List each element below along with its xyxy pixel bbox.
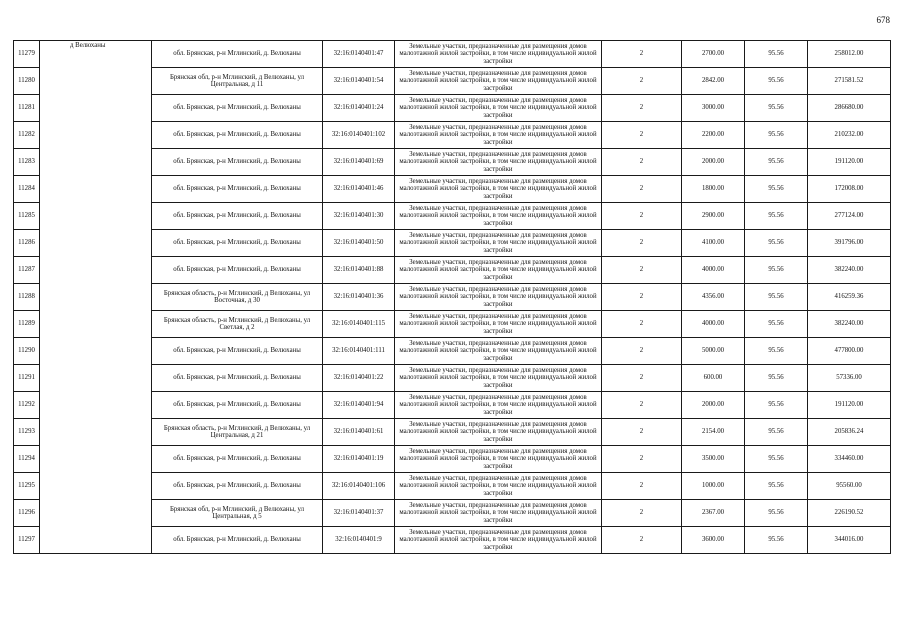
area-cell: 2000.00 [682, 392, 745, 419]
address-cell: обл. Брянская, р-н Мглинский, д. Велюханы [152, 122, 323, 149]
area-cell: 1000.00 [682, 473, 745, 500]
cadastral-number-cell: 32:16:0140401:46 [323, 176, 395, 203]
purpose-cell: Земельные участки, предназначенные для размещения домов малоэтажной жилой застройки, в том числе индивидуальной жилой застройки [395, 338, 602, 365]
cadastral-value-cell: 205836.24 [808, 419, 891, 446]
purpose-cell: Земельные участки, предназначенные для размещения домов малоэтажной жилой застройки, в том числе индивидуальной жилой застройки [395, 284, 602, 311]
rate-cell: 95.56 [745, 149, 808, 176]
group-cell: 2 [602, 230, 682, 257]
cadastral-number-cell: 32:16:0140401:47 [323, 41, 395, 68]
purpose-cell: Земельные участки, предназначенные для размещения домов малоэтажной жилой застройки, в том числе индивидуальной жилой застройки [395, 500, 602, 527]
purpose-cell: Земельные участки, предназначенные для размещения домов малоэтажной жилой застройки, в том числе индивидуальной жилой застройки [395, 311, 602, 338]
group-cell: 2 [602, 203, 682, 230]
address-cell: обл. Брянская, р-н Мглинский, д. Велюханы [152, 257, 323, 284]
cadastral-number-cell: 32:16:0140401:24 [323, 95, 395, 122]
area-cell: 4000.00 [682, 257, 745, 284]
row-id: 11282 [14, 122, 40, 149]
group-cell: 2 [602, 473, 682, 500]
cadastral-number-cell: 32:16:0140401:88 [323, 257, 395, 284]
address-cell: Брянская обл, р-н Мглинский, д Велюханы, ул Центральная, д 11 [152, 68, 323, 95]
area-cell: 3600.00 [682, 527, 745, 554]
cadastral-number-cell: 32:16:0140401:19 [323, 446, 395, 473]
cadastral-value-cell: 391796.00 [808, 230, 891, 257]
cadastral-value-cell: 57336.00 [808, 365, 891, 392]
cadastral-value-cell: 210232.00 [808, 122, 891, 149]
cadastral-number-cell: 32:16:0140401:22 [323, 365, 395, 392]
row-id: 11288 [14, 284, 40, 311]
group-cell: 2 [602, 365, 682, 392]
cadastral-number-cell: 32:16:0140401:94 [323, 392, 395, 419]
rate-cell: 95.56 [745, 311, 808, 338]
address-cell: обл. Брянская, р-н Мглинский, д. Велюханы [152, 176, 323, 203]
address-cell: обл. Брянская, р-н Мглинский, д. Велюханы [152, 41, 323, 68]
cadastral-value-cell: 382240.00 [808, 257, 891, 284]
group-cell: 2 [602, 68, 682, 95]
group-cell: 2 [602, 446, 682, 473]
address-cell: обл. Брянская, р-н Мглинский, д. Велюханы [152, 149, 323, 176]
cadastral-number-cell: 32:16:0140401:36 [323, 284, 395, 311]
purpose-cell: Земельные участки, предназначенные для размещения домов малоэтажной жилой застройки, в том числе индивидуальной жилой застройки [395, 392, 602, 419]
group-cell: 2 [602, 95, 682, 122]
cadastral-number-cell: 32:16:0140401:111 [323, 338, 395, 365]
cadastral-value-cell: 191120.00 [808, 149, 891, 176]
purpose-cell: Земельные участки, предназначенные для размещения домов малоэтажной жилой застройки, в том числе индивидуальной жилой застройки [395, 527, 602, 554]
row-id: 11289 [14, 311, 40, 338]
table-row [14, 41, 891, 68]
cadastral-value-cell: 271581.52 [808, 68, 891, 95]
purpose-cell: Земельные участки, предназначенные для размещения домов малоэтажной жилой застройки, в том числе индивидуальной жилой застройки [395, 446, 602, 473]
area-cell: 2842.00 [682, 68, 745, 95]
group-cell: 2 [602, 149, 682, 176]
rate-cell: 95.56 [745, 284, 808, 311]
group-cell: 2 [602, 257, 682, 284]
cadastral-number-cell: 32:16:0140401:61 [323, 419, 395, 446]
group-cell: 2 [602, 41, 682, 68]
purpose-cell: Земельные участки, предназначенные для размещения домов малоэтажной жилой застройки, в том числе индивидуальной жилой застройки [395, 95, 602, 122]
row-id: 11279 [14, 41, 40, 68]
cadastral-value-cell: 334460.00 [808, 446, 891, 473]
group-cell: 2 [602, 500, 682, 527]
purpose-cell: Земельные участки, предназначенные для размещения домов малоэтажной жилой застройки, в том числе индивидуальной жилой застройки [395, 176, 602, 203]
area-cell: 2000.00 [682, 149, 745, 176]
purpose-cell: Земельные участки, предназначенные для размещения домов малоэтажной жилой застройки, в том числе индивидуальной жилой застройки [395, 203, 602, 230]
cadastral-number-cell: 32:16:0140401:30 [323, 203, 395, 230]
address-cell: обл. Брянская, р-н Мглинский, д. Велюханы [152, 392, 323, 419]
row-id: 11294 [14, 446, 40, 473]
rate-cell: 95.56 [745, 95, 808, 122]
row-id: 11291 [14, 365, 40, 392]
rate-cell: 95.56 [745, 527, 808, 554]
area-cell: 3000.00 [682, 95, 745, 122]
purpose-cell: Земельные участки, предназначенные для размещения домов малоэтажной жилой застройки, в том числе индивидуальной жилой застройки [395, 230, 602, 257]
cadastral-value-cell: 277124.00 [808, 203, 891, 230]
row-id: 11295 [14, 473, 40, 500]
cadastral-value-cell: 382240.00 [808, 311, 891, 338]
rate-cell: 95.56 [745, 338, 808, 365]
purpose-cell: Земельные участки, предназначенные для размещения домов малоэтажной жилой застройки, в том числе индивидуальной жилой застройки [395, 419, 602, 446]
address-cell: Брянская обл, р-н Мглинский, д Велюханы, ул Центральная, д 5 [152, 500, 323, 527]
group-cell: 2 [602, 338, 682, 365]
rate-cell: 95.56 [745, 122, 808, 149]
cadastral-number-cell: 32:16:0140401:69 [323, 149, 395, 176]
group-cell: 2 [602, 284, 682, 311]
purpose-cell: Земельные участки, предназначенные для размещения домов малоэтажной жилой застройки, в том числе индивидуальной жилой застройки [395, 149, 602, 176]
row-id: 11293 [14, 419, 40, 446]
address-cell: Брянская область, р-н Мглинский, д Велюханы, ул Центральная, д 21 [152, 419, 323, 446]
cadastral-number-cell: 32:16:0140401:102 [323, 122, 395, 149]
land-registry-table [13, 40, 891, 554]
rate-cell: 95.56 [745, 203, 808, 230]
row-id: 11286 [14, 230, 40, 257]
rate-cell: 95.56 [745, 257, 808, 284]
address-cell: Брянская область, р-н Мглинский, д Велюханы, ул Восточная, д 30 [152, 284, 323, 311]
page-number: 678 [876, 15, 890, 25]
address-cell: обл. Брянская, р-н Мглинский, д. Велюханы [152, 527, 323, 554]
area-cell: 3500.00 [682, 446, 745, 473]
address-cell: обл. Брянская, р-н Мглинский, д. Велюханы [152, 230, 323, 257]
group-cell: 2 [602, 176, 682, 203]
rate-cell: 95.56 [745, 41, 808, 68]
area-cell: 2367.00 [682, 500, 745, 527]
area-cell: 4000.00 [682, 311, 745, 338]
group-cell: 2 [602, 392, 682, 419]
rate-cell: 95.56 [745, 176, 808, 203]
rate-cell: 95.56 [745, 473, 808, 500]
cadastral-number-cell: 32:16:0140401:106 [323, 473, 395, 500]
cadastral-number-cell: 32:16:0140401:54 [323, 68, 395, 95]
cadastral-value-cell: 258012.00 [808, 41, 891, 68]
cadastral-number-cell: 32:16:0140401:50 [323, 230, 395, 257]
rate-cell: 95.56 [745, 68, 808, 95]
address-cell: обл. Брянская, р-н Мглинский, д. Велюханы [152, 473, 323, 500]
address-cell: обл. Брянская, р-н Мглинский, д. Велюханы [152, 95, 323, 122]
address-cell: обл. Брянская, р-н Мглинский, д. Велюханы [152, 203, 323, 230]
area-cell: 5000.00 [682, 338, 745, 365]
area-cell: 4356.00 [682, 284, 745, 311]
cadastral-value-cell: 226190.52 [808, 500, 891, 527]
area-cell: 600.00 [682, 365, 745, 392]
row-id: 11285 [14, 203, 40, 230]
group-cell: 2 [602, 311, 682, 338]
cadastral-value-cell: 95560.00 [808, 473, 891, 500]
row-id: 11297 [14, 527, 40, 554]
purpose-cell: Земельные участки, предназначенные для размещения домов малоэтажной жилой застройки, в том числе индивидуальной жилой застройки [395, 365, 602, 392]
address-cell: Брянская область, р-н Мглинский, д Велюханы, ул Светлая, д 2 [152, 311, 323, 338]
row-id: 11296 [14, 500, 40, 527]
purpose-cell: Земельные участки, предназначенные для размещения домов малоэтажной жилой застройки, в том числе индивидуальной жилой застройки [395, 41, 602, 68]
row-id: 11281 [14, 95, 40, 122]
rate-cell: 95.56 [745, 419, 808, 446]
purpose-cell: Земельные участки, предназначенные для размещения домов малоэтажной жилой застройки, в том числе индивидуальной жилой застройки [395, 257, 602, 284]
purpose-cell: Земельные участки, предназначенные для размещения домов малоэтажной жилой застройки, в том числе индивидуальной жилой застройки [395, 68, 602, 95]
purpose-cell: Земельные участки, предназначенные для размещения домов малоэтажной жилой застройки, в том числе индивидуальной жилой застройки [395, 122, 602, 149]
locality-cell: д Велюханы [40, 41, 152, 554]
rate-cell: 95.56 [745, 392, 808, 419]
cadastral-value-cell: 416259.36 [808, 284, 891, 311]
cadastral-value-cell: 344016.00 [808, 527, 891, 554]
rate-cell: 95.56 [745, 365, 808, 392]
area-cell: 2900.00 [682, 203, 745, 230]
cadastral-number-cell: 32:16:0140401:37 [323, 500, 395, 527]
address-cell: обл. Брянская, р-н Мглинский, д. Велюханы [152, 365, 323, 392]
cadastral-number-cell: 32:16:0140401:9 [323, 527, 395, 554]
row-id: 11280 [14, 68, 40, 95]
cadastral-value-cell: 172008.00 [808, 176, 891, 203]
row-id: 11292 [14, 392, 40, 419]
rate-cell: 95.56 [745, 230, 808, 257]
cadastral-number-cell: 32:16:0140401:115 [323, 311, 395, 338]
purpose-cell: Земельные участки, предназначенные для размещения домов малоэтажной жилой застройки, в том числе индивидуальной жилой застройки [395, 473, 602, 500]
area-cell: 4100.00 [682, 230, 745, 257]
area-cell: 2154.00 [682, 419, 745, 446]
area-cell: 1800.00 [682, 176, 745, 203]
row-id: 11290 [14, 338, 40, 365]
row-id: 11283 [14, 149, 40, 176]
group-cell: 2 [602, 527, 682, 554]
area-cell: 2200.00 [682, 122, 745, 149]
table-body [14, 41, 891, 554]
cadastral-value-cell: 191120.00 [808, 392, 891, 419]
address-cell: обл. Брянская, р-н Мглинский, д. Велюханы [152, 338, 323, 365]
area-cell: 2700.00 [682, 41, 745, 68]
address-cell: обл. Брянская, р-н Мглинский, д. Велюханы [152, 446, 323, 473]
row-id: 11284 [14, 176, 40, 203]
rate-cell: 95.56 [745, 446, 808, 473]
rate-cell: 95.56 [745, 500, 808, 527]
group-cell: 2 [602, 122, 682, 149]
row-id: 11287 [14, 257, 40, 284]
cadastral-value-cell: 286680.00 [808, 95, 891, 122]
group-cell: 2 [602, 419, 682, 446]
cadastral-value-cell: 477800.00 [808, 338, 891, 365]
